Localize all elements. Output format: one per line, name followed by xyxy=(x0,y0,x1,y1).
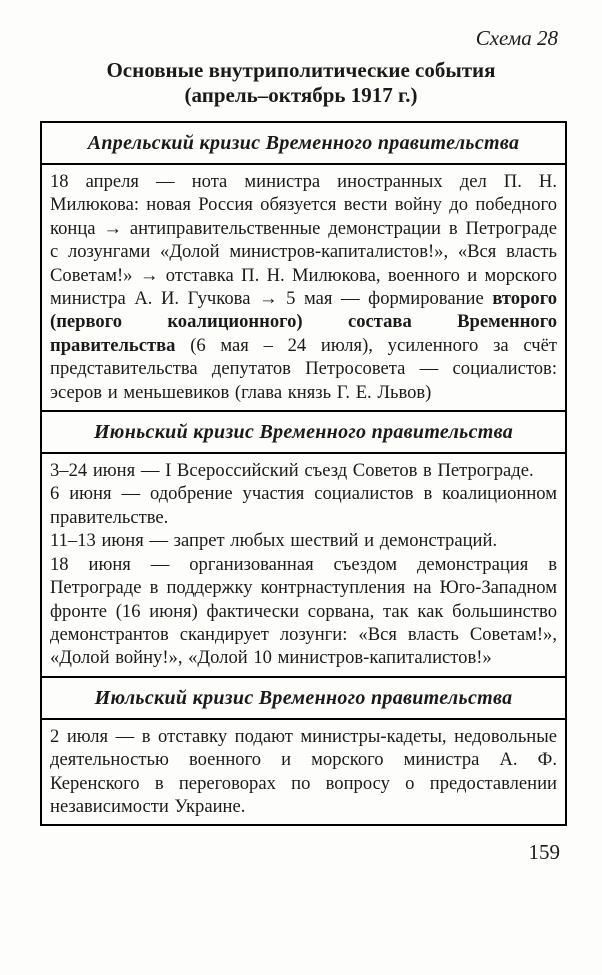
section-header-july-crisis: Июльский кризис Временного правительства xyxy=(42,678,565,720)
paragraph xyxy=(50,553,557,670)
page-title-line1: Основные внутриполитические события xyxy=(106,58,496,82)
paragraph xyxy=(50,459,557,482)
text-segment: 3–24 июня — I Всероссийский съезд Советов в Петрограде. xyxy=(50,460,534,482)
section-body-july-crisis xyxy=(42,720,565,825)
text-segment: 18 июня — организованная съездом демонстрация в Петрограде в поддержку контрнаступления на Юго-Западном фронте (16 июня) фактически сорвана, так как большинство демонстрантов скандирует лозунги: «Вся власть Советам!», «Долой войну!», «Долой 10 министров-капиталистов!» xyxy=(50,553,557,669)
page-title xyxy=(0,58,602,108)
text-segment: 11–13 июня — запрет любых шествий и демонстраций. xyxy=(50,530,498,552)
section-body-april-crisis xyxy=(42,165,565,412)
scheme-table xyxy=(40,121,567,826)
section-header-june-crisis: Июньский кризис Временного правительства xyxy=(42,412,565,454)
text-segment: 18 апреля — нота министра иностранных дел П. Н. Милюкова: новая Россия обязуется вести войну до победного конца → антиправительственные демонстрации в Петрограде с лозунгами «Долой министров-капиталистов!», «Вся власть Советам!» → отставка П. Н. Милюкова, военного и морского министра А. И. Гучкова → 5 мая — формирование xyxy=(50,171,557,310)
text-segment: (6 мая – 24 июля), усиленного за счёт представительства депутатов Петросовета — социалистов: эсеров и меньшевиков (глава князь Г. Е. Львов) xyxy=(50,334,557,403)
paragraph xyxy=(50,529,557,552)
section-body-june-crisis xyxy=(42,454,565,678)
page-number: 159 xyxy=(528,840,560,865)
text-segment: 6 июня — одобрение участия социалистов в коалиционном правительстве. xyxy=(50,483,557,528)
text-segment-bold: второго (первого коалиционного) состава Временного правительства xyxy=(50,288,557,356)
section-header-april-crisis: Апрельский кризис Временного правительства xyxy=(42,123,565,165)
scheme-label: Схема 28 xyxy=(475,26,558,50)
page-title-line2: (апрель–октябрь 1917 г.) xyxy=(184,83,418,107)
paragraph xyxy=(50,725,557,819)
text-segment: 2 июля — в отставку подают министры-кадеты, недовольные деятельностью военного и морского министра А. Ф. Керенского в переговорах по вопросу о предоставлении независимости Украине. xyxy=(50,725,557,817)
paragraph xyxy=(50,482,557,529)
paragraph xyxy=(50,170,557,404)
